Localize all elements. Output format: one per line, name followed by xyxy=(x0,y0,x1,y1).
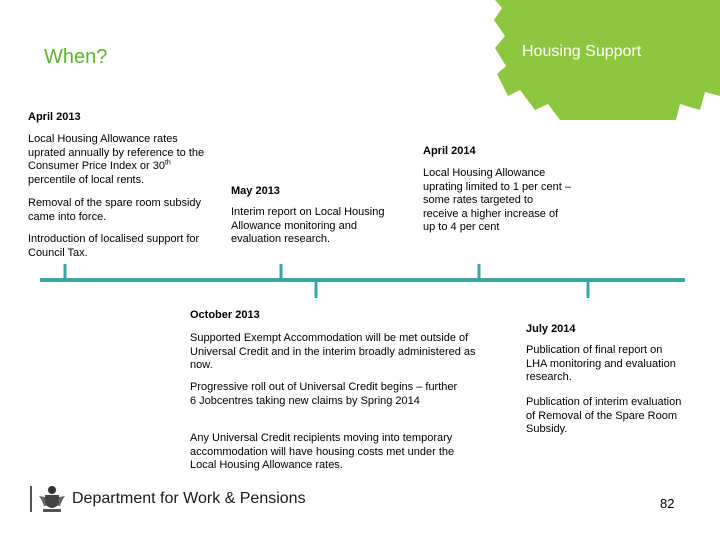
event-item-april-2013-1: Local Housing Allowance rates uprated annually by reference to the Consumer Price Index or 30th percentile of local rents. xyxy=(28,133,205,186)
event-date-may-2013: May 2013 xyxy=(231,185,280,197)
event-date-july-2014: July 2014 xyxy=(526,323,576,335)
event-item-may-2013: Interim report on Local Housing Allowance monitoring and evaluation research. xyxy=(231,206,385,245)
section-label: Housing Support xyxy=(522,43,642,60)
event-date-april-2013: April 2013 xyxy=(28,111,81,123)
event-item-october-2013-2: Progressive roll out of Universal Credit begins – further 6 Jobcentres taking new claims by Spring 2014 xyxy=(190,381,458,407)
event-date-october-2013: October 2013 xyxy=(190,309,260,321)
page-number: 82 xyxy=(660,496,675,511)
event-item-april-2013-3: Introduction of localised support for Council Tax. xyxy=(28,233,200,259)
event-item-october-2013-1: Supported Exempt Accommodation will be met outside of Universal Credit and in the interim broadly administered as now. xyxy=(190,332,476,371)
department-name: Department for Work & Pensions xyxy=(72,490,306,507)
royal-crest-icon xyxy=(37,484,67,514)
event-item-april-2013-2: Removal of the spare room subsidy came into force. xyxy=(28,197,202,223)
event-item-october-2013-3: Any Universal Credit recipients moving into temporary accommodation will have housing costs met under the Local Housing Allowance rates. xyxy=(190,432,455,471)
event-item-april-2014: Local Housing Allowance uprating limited to 1 per cent – some rates targeted to receive a higher increase of up to 4 per cent xyxy=(423,167,571,233)
event-item-july-2014-1: Publication of final report on LHA monitoring and evaluation research. xyxy=(526,344,676,383)
event-item-july-2014-2: Publication of interim evaluation of Removal of the Spare Room Subsidy. xyxy=(526,396,682,435)
page-title: When? xyxy=(44,46,108,68)
footer-divider xyxy=(30,486,32,512)
event-date-april-2014: April 2014 xyxy=(423,145,476,157)
